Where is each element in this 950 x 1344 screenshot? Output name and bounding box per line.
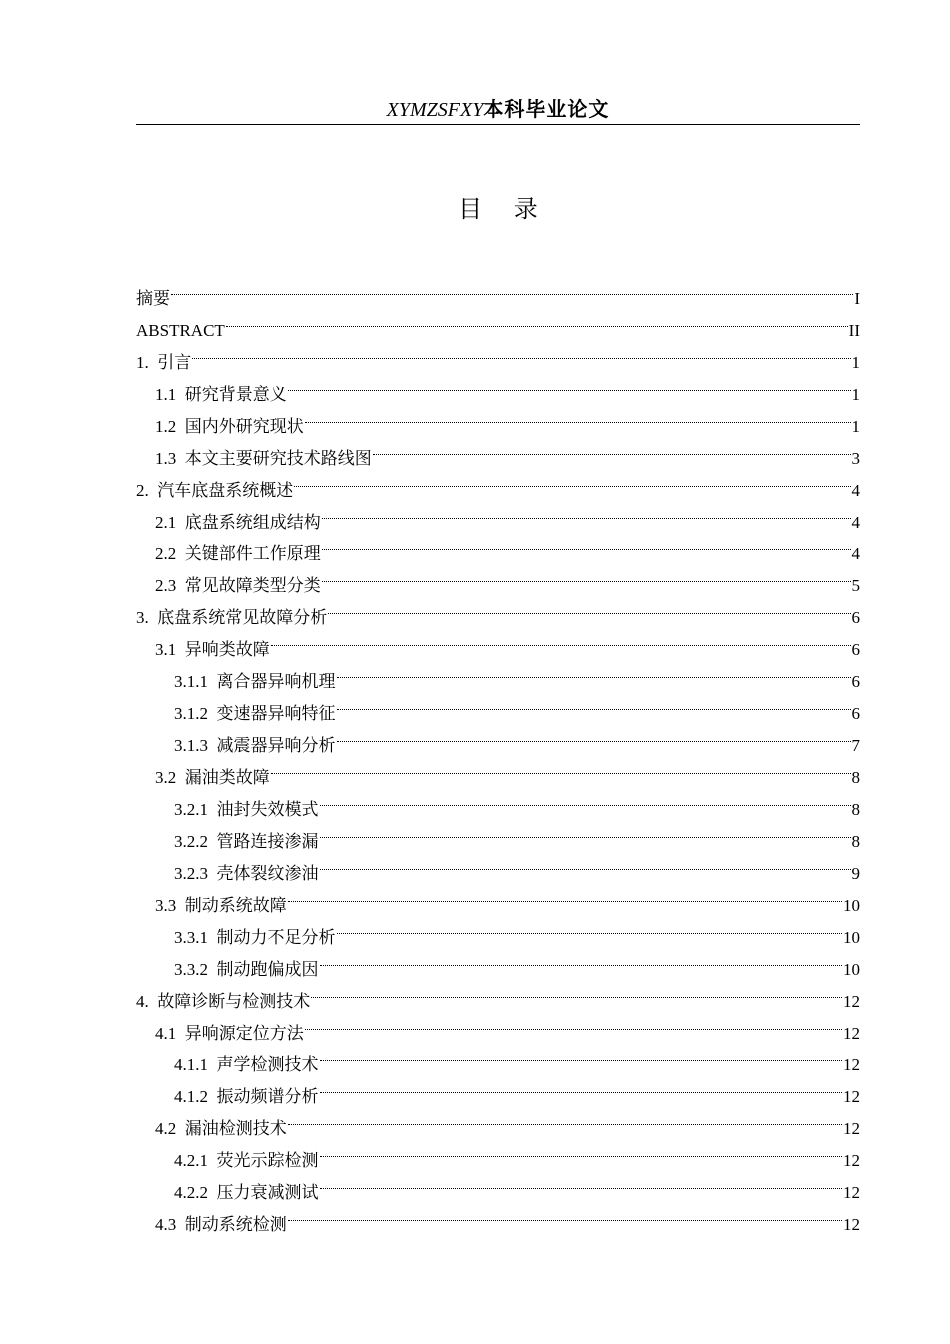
toc-entry-label: 振动频谱分析 xyxy=(216,1087,319,1107)
toc-entry-label: 研究背景意义 xyxy=(184,384,287,404)
toc-entry[interactable] xyxy=(136,304,860,340)
header-title-latin: XYMZSFXY xyxy=(386,99,484,121)
toc-entry-number: 3. xyxy=(136,608,149,628)
header-title-cn: 本科毕业论文 xyxy=(483,97,610,121)
toc-dot-leader xyxy=(322,496,851,528)
toc-entry-page: 3 xyxy=(851,448,860,468)
toc-title: 目 录 xyxy=(458,195,550,223)
toc-entry-label: ABSTRACT xyxy=(136,320,225,340)
toc-entry[interactable] xyxy=(136,368,860,404)
toc-entry-label: 异响类故障 xyxy=(184,640,270,660)
toc-entry-number: 4.1 xyxy=(155,1023,177,1043)
toc-entry-text xyxy=(155,762,270,794)
toc-entry-text xyxy=(155,411,304,443)
toc-entry-text xyxy=(155,570,321,602)
toc-entry-label: 减震器异响分析 xyxy=(216,736,336,756)
toc-entry-label: 引言 xyxy=(157,352,192,372)
toc-entry-number: 2.3 xyxy=(155,576,177,596)
toc-entry-label: 离合器异响机理 xyxy=(216,672,336,692)
toc-entry-number: 3.1.3 xyxy=(174,736,208,756)
toc-entry-page: 12 xyxy=(843,1023,860,1043)
toc-entry-text xyxy=(155,538,321,570)
toc-entry-number: 1. xyxy=(136,352,149,372)
toc-dot-leader xyxy=(337,687,851,719)
toc-entry-label: 本文主要研究技术路线图 xyxy=(184,448,372,468)
toc-entry-text xyxy=(155,1209,287,1241)
toc-entry-text xyxy=(174,1145,319,1177)
toc-dot-leader xyxy=(294,464,850,496)
toc-entry-label: 制动跑偏成因 xyxy=(216,959,319,979)
toc-entry-number: 4.1.2 xyxy=(174,1087,208,1107)
toc-dot-leader xyxy=(288,1198,842,1230)
toc-dot-leader xyxy=(288,1102,842,1134)
toc-entry-number: 4.2 xyxy=(155,1119,177,1139)
toc-entry-text xyxy=(136,347,191,379)
toc-entry-label: 关键部件工作原理 xyxy=(184,544,321,564)
toc-entry-label: 管路连接渗漏 xyxy=(216,831,319,851)
toc-entry-page: 12 xyxy=(843,1215,860,1235)
toc-entry-label: 故障诊断与检测技术 xyxy=(157,991,311,1011)
toc-entry-text xyxy=(174,826,319,858)
toc-entry-page: 7 xyxy=(851,736,860,756)
toc-entry-page: 6 xyxy=(851,640,860,660)
toc-dot-leader xyxy=(305,400,851,432)
toc-entry-number: 3.1 xyxy=(155,640,177,660)
toc-entry[interactable] xyxy=(136,336,860,372)
toc-dot-leader xyxy=(271,751,851,783)
toc-entry-text xyxy=(155,379,287,411)
toc-entry-text xyxy=(174,922,336,954)
toc-entry-label: 底盘系统组成结构 xyxy=(184,512,321,532)
toc-entry-page: II xyxy=(848,320,860,340)
toc-entry-label: 汽车底盘系统概述 xyxy=(157,480,294,500)
toc-entry-page: 9 xyxy=(851,863,860,883)
toc-dot-leader xyxy=(226,304,848,336)
toc-dot-leader xyxy=(328,591,850,623)
toc-entry-text xyxy=(174,954,319,986)
toc-entry-page: 6 xyxy=(851,704,860,724)
toc-dot-leader xyxy=(305,1007,842,1039)
toc-dot-leader xyxy=(320,943,843,975)
toc-entry-text xyxy=(174,666,336,698)
toc-entry-text xyxy=(174,1049,319,1081)
toc-entry-label: 漏油检测技术 xyxy=(184,1119,287,1139)
toc-dot-leader xyxy=(320,847,851,879)
toc-entry-label: 压力衰减测试 xyxy=(216,1183,319,1203)
toc-entry-number: 3.3.2 xyxy=(174,959,208,979)
toc-entry-page: 4 xyxy=(851,512,860,532)
toc-entry-page: 1 xyxy=(851,416,860,436)
toc-entry-label: 油封失效模式 xyxy=(216,799,319,819)
toc-entry-number: 3.2 xyxy=(155,768,177,787)
toc-entry-text xyxy=(174,794,319,826)
toc-dot-leader xyxy=(320,1166,843,1198)
toc-entry-number: 3.3 xyxy=(155,895,177,915)
toc-entry-page: 6 xyxy=(851,608,860,628)
toc-entry-label: 国内外研究现状 xyxy=(184,416,304,436)
toc-entry-text xyxy=(136,986,310,1018)
toc-entry-page: 8 xyxy=(851,799,860,819)
toc-entry-page: 1 xyxy=(851,352,860,372)
toc-entry-text xyxy=(155,1018,304,1050)
toc-entry-label: 壳体裂纹渗油 xyxy=(216,863,319,883)
toc-entry-page: I xyxy=(854,288,860,308)
toc-entry-label: 制动系统检测 xyxy=(184,1215,287,1235)
toc-dot-leader xyxy=(337,719,851,751)
toc-dot-leader xyxy=(320,1039,843,1071)
toc-entry-label: 摘要 xyxy=(136,288,170,308)
toc-entry-page: 12 xyxy=(843,1055,860,1075)
toc-entry-number: 4.2.2 xyxy=(174,1183,208,1203)
toc-entry-number: 4. xyxy=(136,991,149,1011)
toc-entry-label: 制动力不足分析 xyxy=(216,927,336,947)
toc-entry-text xyxy=(155,890,287,922)
page-header xyxy=(136,94,860,124)
toc-entry-page: 10 xyxy=(843,959,860,979)
toc-entry-text xyxy=(136,475,293,507)
toc-entry-text xyxy=(155,1113,287,1145)
toc-entry-label: 制动系统故障 xyxy=(184,895,287,915)
toc-entry-label: 声学检测技术 xyxy=(216,1055,319,1075)
toc-dot-leader xyxy=(337,911,843,943)
toc-dot-leader xyxy=(337,655,851,687)
table-of-contents xyxy=(136,272,860,1235)
toc-entry-text xyxy=(155,507,321,539)
toc-dot-leader xyxy=(320,815,851,847)
toc-dot-leader xyxy=(311,975,842,1007)
toc-entry-number: 1.2 xyxy=(155,416,177,436)
toc-entry-text xyxy=(174,698,336,730)
toc-entry-number: 1.1 xyxy=(155,384,177,404)
toc-entry-page: 10 xyxy=(843,927,860,947)
toc-dot-leader xyxy=(271,623,851,655)
toc-entry-page: 12 xyxy=(843,1183,860,1203)
toc-dot-leader xyxy=(320,1134,843,1166)
toc-entry-number: 3.2.3 xyxy=(174,863,208,883)
toc-entry-label: 底盘系统常见故障分析 xyxy=(157,608,328,628)
header-rule xyxy=(136,124,860,125)
toc-entry-page: 12 xyxy=(843,1151,860,1171)
toc-entry-page: 4 xyxy=(851,480,860,500)
toc-entry-number: 3.2.2 xyxy=(174,831,208,851)
toc-dot-leader xyxy=(322,528,851,560)
toc-entry-number: 4.3 xyxy=(155,1215,177,1235)
toc-entry-number: 3.2.1 xyxy=(174,799,208,819)
toc-entry-number: 3.1.1 xyxy=(174,672,208,692)
toc-entry-label: 异响源定位方法 xyxy=(184,1023,304,1043)
toc-entry-number: 2. xyxy=(136,480,149,500)
toc-dot-leader xyxy=(320,783,851,815)
toc-entry-label: 变速器异响特征 xyxy=(216,704,336,724)
toc-dot-leader xyxy=(322,559,851,591)
toc-entry-number: 3.1.2 xyxy=(174,704,208,724)
toc-entry-label: 常见故障类型分类 xyxy=(184,576,321,596)
toc-dot-leader xyxy=(288,368,851,400)
toc-entry-page: 12 xyxy=(843,1087,860,1107)
toc-entry-text xyxy=(155,634,270,666)
toc-entry-number: 4.2.1 xyxy=(174,1151,208,1171)
toc-entry-page: 6 xyxy=(851,672,860,692)
toc-entry-page: 12 xyxy=(843,991,860,1011)
toc-entry-page: 12 xyxy=(843,1119,860,1139)
toc-entry-page: 10 xyxy=(843,895,860,915)
toc-entry-page: 8 xyxy=(851,831,860,851)
toc-entry-page: 4 xyxy=(851,544,860,564)
toc-entry-text xyxy=(136,283,170,315)
toc-dot-leader xyxy=(171,272,853,304)
toc-dot-leader xyxy=(373,432,851,464)
toc-dot-leader xyxy=(192,336,850,368)
toc-entry-number: 2.2 xyxy=(155,544,177,564)
toc-entry-label: 荧光示踪检测 xyxy=(216,1151,319,1171)
toc-entry[interactable] xyxy=(136,272,860,308)
toc-entry-number: 1.3 xyxy=(155,448,177,468)
toc-entry-page: 5 xyxy=(851,576,860,596)
toc-entry-number: 2.1 xyxy=(155,512,177,532)
toc-dot-leader xyxy=(320,1070,843,1102)
toc-dot-leader xyxy=(288,879,842,911)
toc-entry-page: 1 xyxy=(851,384,860,404)
toc-entry-number: 3.3.1 xyxy=(174,927,208,947)
toc-entry-number: 4.1.1 xyxy=(174,1055,208,1075)
toc-entry-label: 漏油类故障 xyxy=(184,768,270,787)
toc-entry-page: 8 xyxy=(851,768,860,787)
